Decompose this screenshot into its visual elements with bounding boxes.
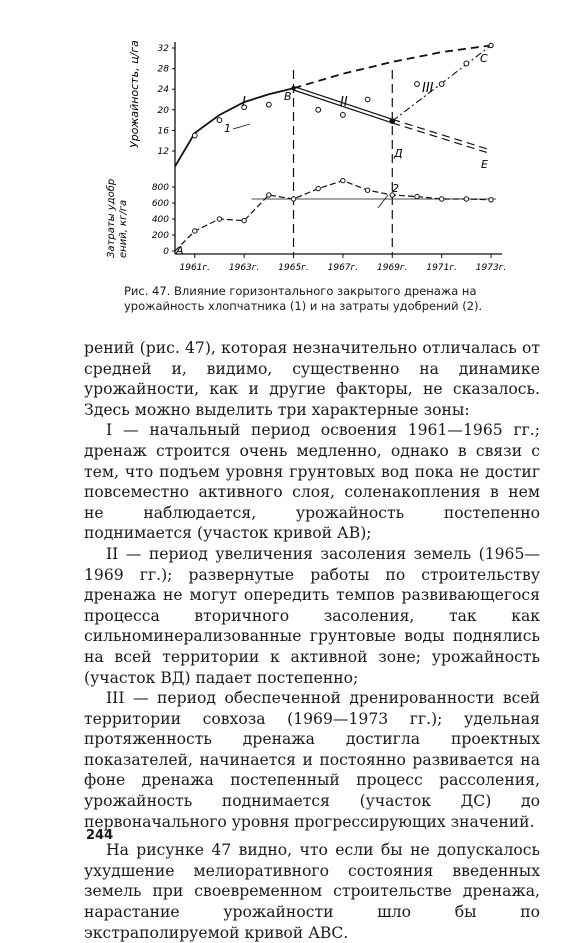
point-label-e: E bbox=[481, 158, 488, 171]
chart-ticks bbox=[152, 44, 506, 273]
y-axis-bottom-label-2: ений, кг/га bbox=[118, 199, 129, 258]
fertilizer-point bbox=[242, 218, 246, 222]
fertilizer-point bbox=[464, 197, 468, 201]
fertilizer-point bbox=[415, 194, 419, 198]
series-de-line-a bbox=[392, 119, 491, 150]
paragraph-1: рений (рис. 47), которая незначительно отличалась от средней и, видимо, существенно на динамике урожайности, как и другие факторы, не сказалось. Здесь можно выделить три характерные зоны: bbox=[84, 339, 540, 419]
curve-label-1: 1 bbox=[224, 122, 231, 135]
fertilizer-point bbox=[193, 229, 197, 233]
point-label-c: C bbox=[480, 52, 488, 65]
yield-point bbox=[341, 113, 346, 118]
paragraph-2: I — начальный период освоения 1961—1965 гг.; дренаж строится очень медленно, однако в связи с тем, что подъем уровня грунтовых вод пока не достиг повсеместно активного слоя, соленакопления в нем не наблюдается, урожайность постепенно поднимается (участок кривой АВ); bbox=[84, 421, 540, 543]
point-label-a: A bbox=[176, 244, 184, 257]
y-top-tick-label-20: 20 bbox=[157, 105, 169, 116]
y-bottom-tick-label-0: 0 bbox=[163, 247, 169, 257]
curve-label-2: 2 bbox=[392, 182, 399, 195]
y-top-tick-label-28: 28 bbox=[157, 64, 169, 75]
x-tick-label-1973: 1973г. bbox=[475, 263, 507, 273]
chart-series bbox=[175, 43, 493, 251]
yield-point bbox=[316, 107, 321, 112]
y-top-tick-label-16: 16 bbox=[157, 126, 169, 137]
y-axis-bottom-label-1: Затраты удобр bbox=[106, 178, 117, 258]
chart-axes bbox=[175, 42, 502, 254]
y-bottom-tick-label-400: 400 bbox=[151, 215, 169, 225]
x-tick-label-1961: 1961г. bbox=[179, 263, 211, 273]
fertilizer-point bbox=[267, 193, 271, 197]
yield-point bbox=[464, 61, 469, 66]
series-de-line-b bbox=[392, 123, 491, 154]
paragraph-3: II — период увеличения засоления земель (1965—1969 гг.); развернутые работы по строительству дренажа не могут опередить темпов развивающегося процесса вторичного засоления, так как сильноминерализованные грунтовые воды поднялись на всей территории к активной зоне; урожайность (участок ВД) падает постепенно; bbox=[84, 544, 540, 687]
y-bottom-tick-label-800: 800 bbox=[151, 183, 169, 193]
fertilizer-point bbox=[439, 197, 443, 201]
y-axis-top-label: Урожайность, ц/га bbox=[128, 40, 141, 148]
fertilizer-point bbox=[365, 188, 369, 192]
y-top-tick-label-24: 24 bbox=[157, 85, 169, 96]
series-bc-extrapolation bbox=[294, 45, 492, 88]
yield-point bbox=[192, 133, 197, 138]
yield-point bbox=[217, 118, 222, 123]
zone-label-1: I bbox=[242, 95, 246, 110]
figure-47 bbox=[100, 30, 520, 280]
point-b-marker bbox=[291, 86, 295, 90]
y-top-tick-label-12: 12 bbox=[157, 147, 169, 157]
yield-point bbox=[266, 102, 271, 107]
series-fertilizer-line bbox=[175, 181, 491, 251]
y-top-tick-label-32: 32 bbox=[157, 44, 169, 54]
point-label-d: Д bbox=[394, 147, 403, 160]
fertilizer-point bbox=[217, 217, 221, 221]
y-bottom-tick-label-600: 600 bbox=[151, 199, 169, 209]
x-tick-label-1967: 1967г. bbox=[327, 263, 359, 273]
x-tick-label-1971: 1971г. bbox=[426, 263, 457, 273]
point-d-marker bbox=[390, 119, 394, 123]
x-tick-label-1963: 1963г. bbox=[228, 263, 260, 273]
fertilizer-point bbox=[341, 178, 345, 182]
page-number: 244 bbox=[86, 828, 114, 843]
y-bottom-tick-label-200: 200 bbox=[151, 231, 169, 241]
point-c-marker bbox=[489, 43, 493, 47]
zone-label-2: II bbox=[340, 95, 348, 110]
x-tick-label-1969: 1969г. bbox=[377, 263, 408, 273]
x-tick-label-1965: 1965г. bbox=[278, 263, 309, 273]
fertilizer-point bbox=[489, 198, 493, 202]
series-ab-curve bbox=[175, 88, 294, 166]
figure-caption: Рис. 47. Влияние горизонтального закрытого дренажа на урожайность хлопчатника (1) и на затраты удобрений (2). bbox=[124, 284, 483, 313]
yield-point bbox=[415, 82, 420, 87]
yield-point bbox=[439, 82, 444, 87]
curve-1-leader bbox=[233, 124, 250, 129]
paragraph-4: III — период обеспеченной дренированности всей территории совхоза (1969—1973 гг.); удельная протяженность дренажа достигла проектных показателей, начинается и постоянно развивается на фоне дренажа постепенный процесс рассоления, урожайность поднимается (участок ДС) до первоначального уровня прогрессирующих значений. bbox=[84, 689, 540, 831]
body-text bbox=[84, 338, 540, 943]
zone-label-3: III bbox=[422, 81, 434, 96]
fertilizer-point bbox=[316, 186, 320, 190]
paragraph-5: На рисунке 47 видно, что если бы не допускалось ухудшение мелиоративного состояния введенных земель при своевременном строительстве дренажа, нарастание урожайности шло бы по экстраполируемой кривой АВС. bbox=[84, 841, 540, 942]
yield-point bbox=[365, 97, 370, 102]
point-label-b: B bbox=[284, 90, 292, 103]
fertilizer-point bbox=[291, 197, 295, 201]
curve-2-leader bbox=[378, 195, 388, 208]
